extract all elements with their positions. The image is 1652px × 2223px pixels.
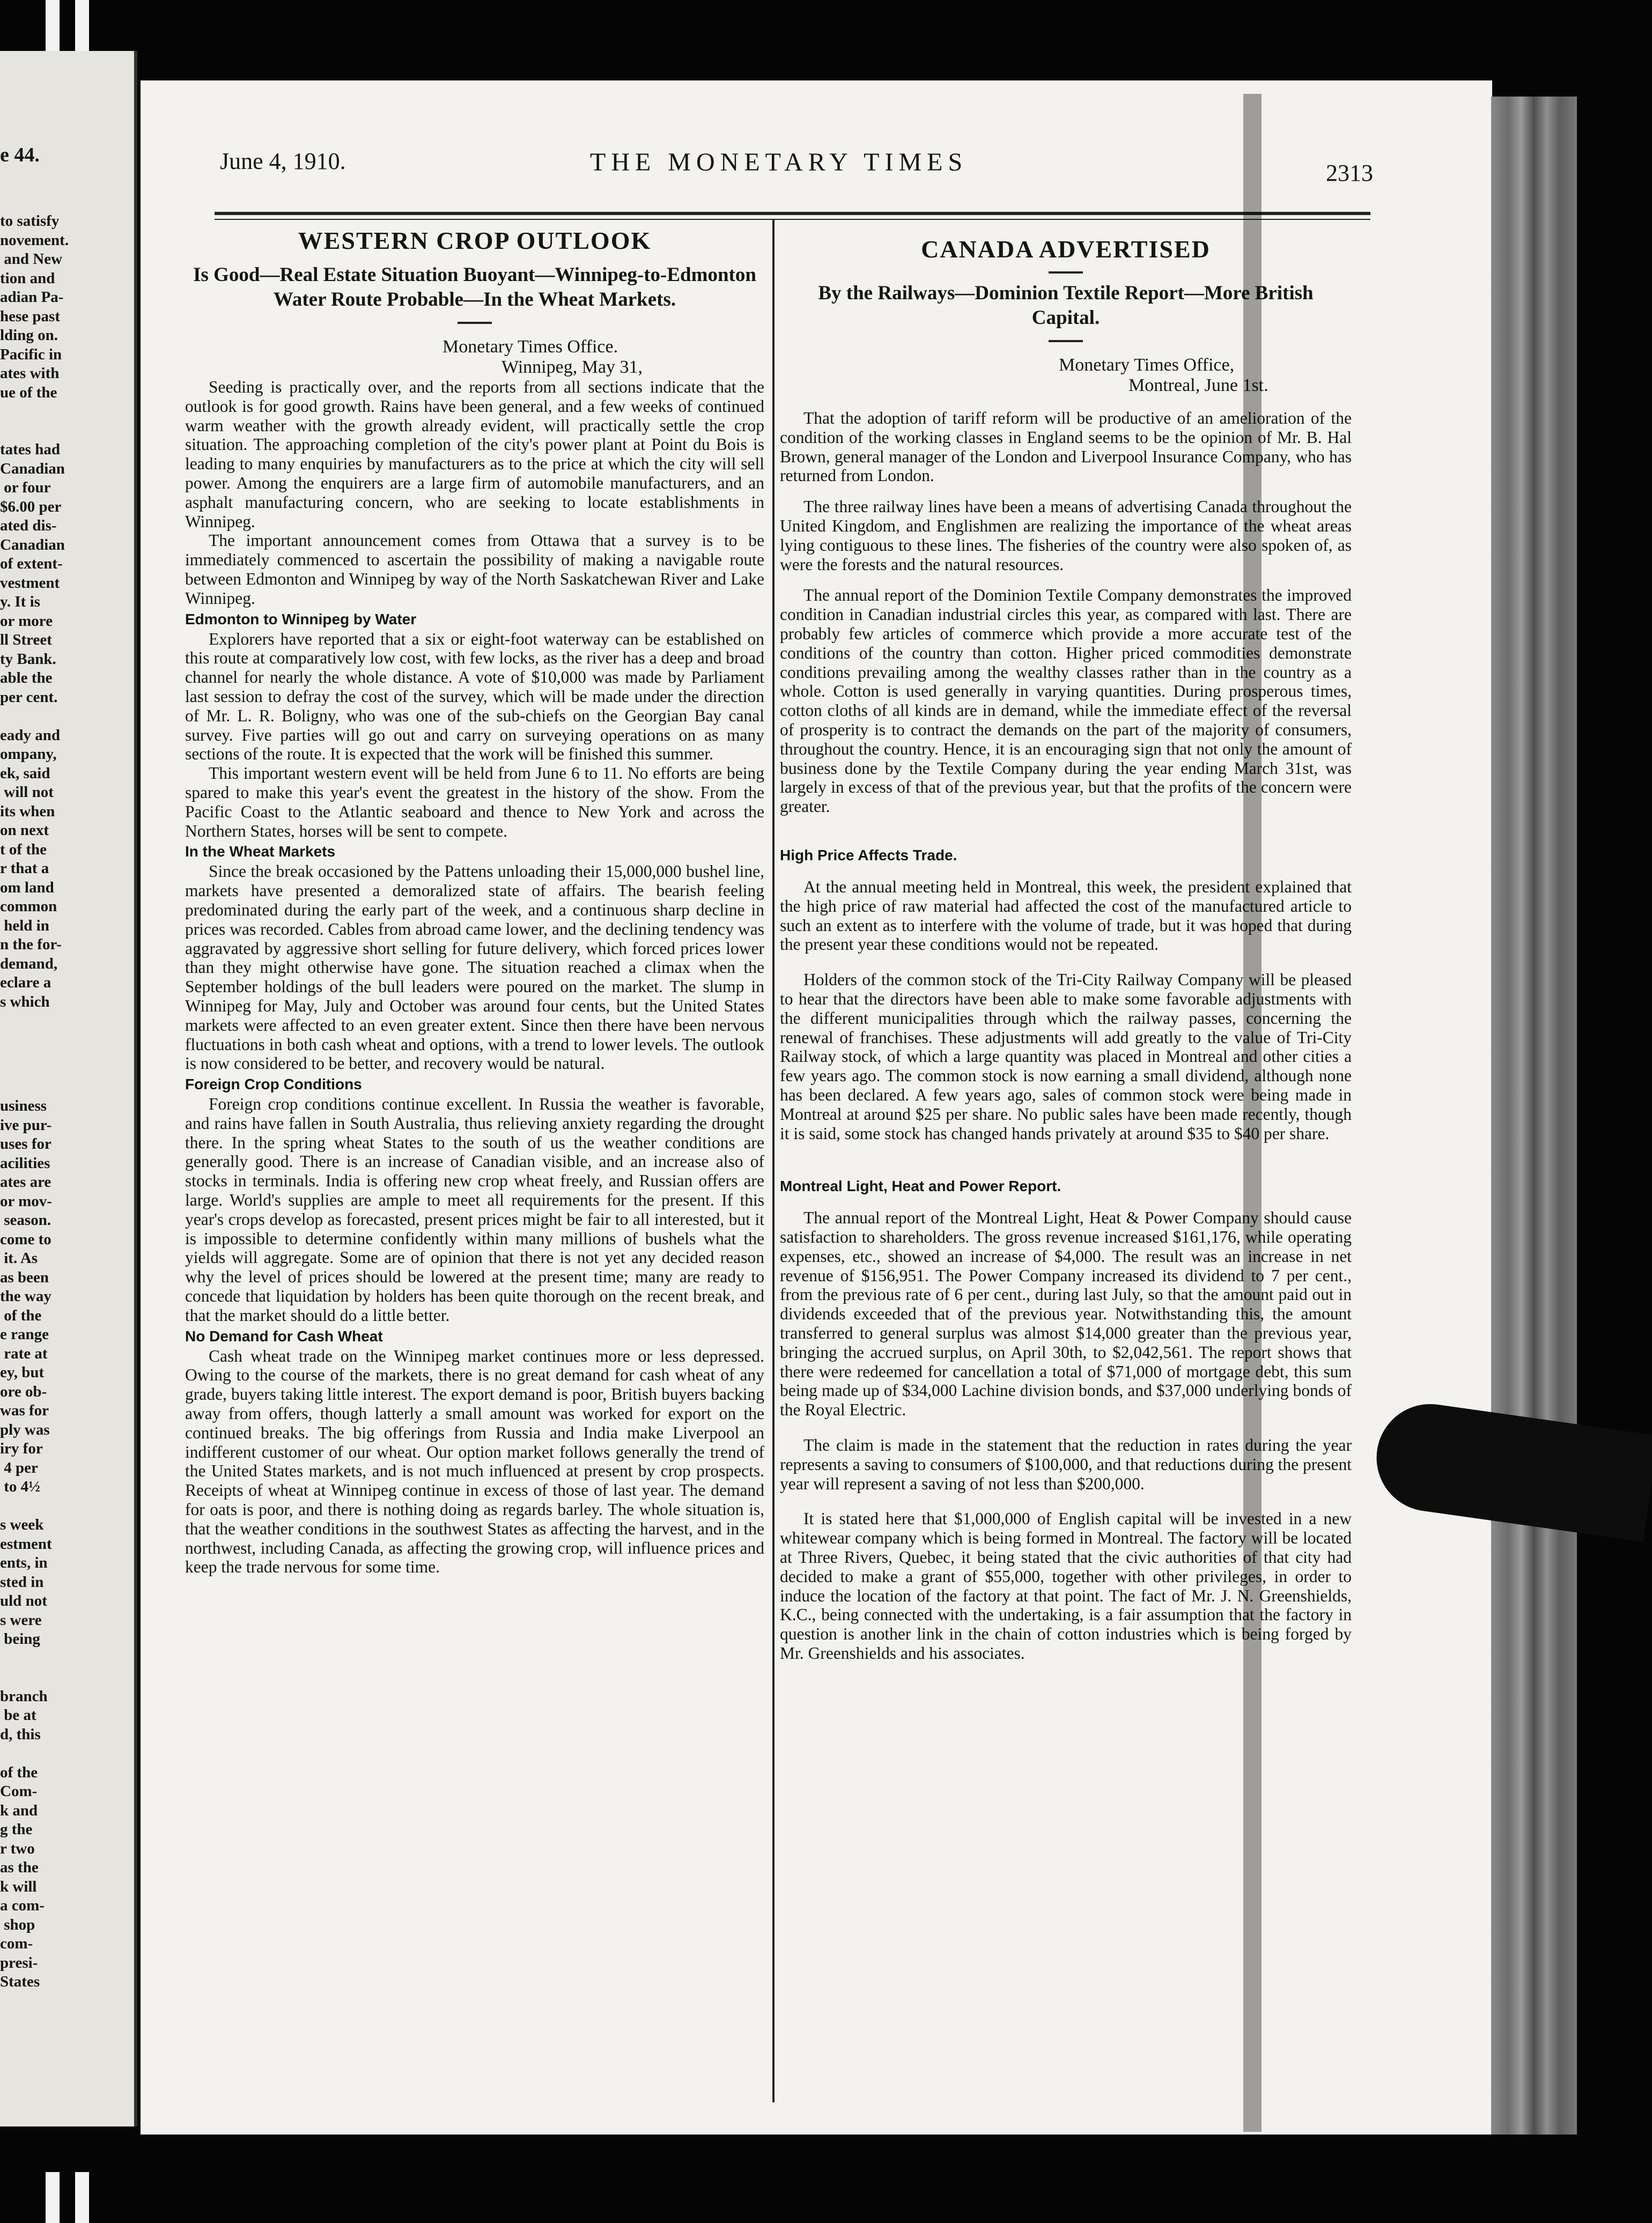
section-gap bbox=[780, 1159, 1352, 1175]
adjacent-page-line: shop bbox=[0, 1916, 35, 1933]
adjacent-page-line: ompany, bbox=[0, 745, 57, 763]
paragraph: Cash wheat trade on the Winnipeg market continues more or less depressed. Owing to the course of the markets, there is no great demand for cash wheat of any grade, buyers taking little interest. The export demand is poor, British buyers backing away from offers, though latterly a small amount was worked for export on the continued breaks. The big offerings from Russia and India make Liverpool an indifferent customer of our wheat. Our option market follows generally the trend of the United States markets, and is not much influenced at present by crop prospects. Receipts of wheat at Winnipeg continue in excess of those of last year. The demand for oats is poor, and there is nothing doing as regards barley. The whole situation is, that the weather conditions in the southwest States as affecting the harvest, and in the northwest, including Canada, as affecting the growing crop, will influence prices and keep the trade nervous for some time. bbox=[185, 1346, 764, 1577]
adjacent-page-line: lding on. bbox=[0, 327, 58, 344]
adjacent-page-line: States bbox=[0, 1973, 40, 1990]
adjacent-page-line: uld not bbox=[0, 1592, 47, 1609]
paragraph: It is stated here that $1,000,000 of English capital will be invested in a new whitewear company which is being formed in Montreal. The factory will be located at Three Rivers, Quebec, it being stated that the civic authorities of that city had decided to make a grant of $55,000, together with other privileges, in order to induce the location of the factory at that point. The fact of Mr. J. N. Greenshields, K.C., being connected with the undertaking, is a fair assumption that the factory in question is another link in the chain of cotton industries which is being forged by Mr. Greenshields and his associates. bbox=[780, 1509, 1352, 1663]
adjacent-page-line: branch bbox=[0, 1687, 48, 1705]
section-heading: In the Wheat Markets bbox=[185, 843, 336, 860]
adjacent-page-line: novement. bbox=[0, 231, 69, 249]
adjacent-page-line: held in bbox=[0, 917, 49, 934]
adjacent-page-line: ek, said bbox=[0, 764, 50, 782]
article-subtitle: Is Good—Real Estate Situation Buoyant—Winnipeg-to-Edmonton Water Route Probable—In the Wheat Markets. bbox=[193, 264, 756, 311]
adjacent-page-line: was for bbox=[0, 1402, 49, 1419]
adjacent-page-line: s which bbox=[0, 993, 50, 1010]
scan-mark bbox=[46, 0, 60, 51]
adjacent-page-line: be at bbox=[0, 1707, 36, 1724]
adjacent-page-line: ive pur- bbox=[0, 1116, 52, 1134]
adjacent-page-line: $6.00 per bbox=[0, 498, 62, 515]
paragraph: The annual report of the Montreal Light, Heat & Power Company should cause satisfaction to shareholders. The gross revenue increased $161,176, while operating expenses, etc., showed an increase of $4,000. The result was an increase in net revenue of $156,951. The Power Company increased its dividend to 7 per cent., from the previous rate of 6 per cent., during last July, so that the amount paid out in dividends exceeded that of the previous year. Notwithstanding this, the amount transferred to general surplus was almost $14,000 greater than the previous year, bringing the accrued surplus, on April 30th, to $2,042,561. The report shows that there were redeemed for cancellation a total of $71,000 of mortgage debt, this sum being made up of $34,000 Lachine division bonds, and $37,000 underlying bonds of the Royal Electric. bbox=[780, 1208, 1352, 1420]
adjacent-page-line: on next bbox=[0, 822, 49, 839]
adjacent-page-line: ey, but bbox=[0, 1364, 45, 1381]
section-heading: Foreign Crop Conditions bbox=[185, 1076, 362, 1093]
adjacent-page-line: acilities bbox=[0, 1154, 50, 1172]
paragraph-gap bbox=[780, 1197, 1352, 1208]
scan-mark bbox=[75, 0, 89, 51]
adjacent-page-line: eady and bbox=[0, 726, 61, 744]
paragraph: The important announcement comes from Ottawa that a survey is to be immediately commenced to ascertain the possibility of making a navigable route between Edmonton and Winnipeg by way of the North Saskatchewan River and Lake Winnipeg. bbox=[185, 531, 764, 608]
adjacent-page-line: Pacific in bbox=[0, 345, 62, 363]
adjacent-page-line: common bbox=[0, 898, 57, 915]
paragraph: Explorers have reported that a six or eight-foot waterway can be established on this route at comparatively low cost, with few locks, as the river has a deep and broad channel for nearly the whole distance. A vote of $10,000 was made by Parliament last session to defray the cost of the survey, which will be made under the direction of Mr. L. R. Boligny, who was one of the sub-chiefs on the Georgian Bay canal survey. Five parties will go out and carry on surveying operations on as many sections of the route. It is expected that the work will be finished this summer. bbox=[185, 629, 764, 764]
adjacent-page-line: of extent- bbox=[0, 555, 63, 572]
adjacent-page-line: per cent. bbox=[0, 688, 58, 706]
section-gap bbox=[780, 828, 1352, 844]
adjacent-page-line: ty Bank. bbox=[0, 650, 56, 668]
adjacent-page-line: r two bbox=[0, 1840, 35, 1857]
adjacent-page-line: ore ob- bbox=[0, 1383, 47, 1400]
paragraph-gap bbox=[780, 816, 1352, 828]
adjacent-page-line: demand, bbox=[0, 955, 58, 972]
adjacent-page-line: ates with bbox=[0, 365, 60, 382]
adjacent-page-line: ue of the bbox=[0, 383, 57, 401]
paragraph-gap bbox=[780, 1493, 1352, 1509]
article-canada-advertised bbox=[772, 220, 1352, 1679]
adjacent-page-line: able the bbox=[0, 669, 53, 686]
page-number: 2313 bbox=[1326, 160, 1373, 186]
paragraph-gap bbox=[780, 866, 1352, 877]
paragraph-gap bbox=[780, 1143, 1352, 1159]
article-body bbox=[185, 378, 764, 1577]
adjacent-page-line: uses for bbox=[0, 1135, 51, 1153]
adjacent-page-line: k will bbox=[0, 1878, 37, 1895]
adjacent-page-number: e 44. bbox=[0, 144, 40, 166]
adjacent-page bbox=[0, 51, 137, 2126]
adjacent-page-line: as the bbox=[0, 1859, 39, 1876]
page-edges bbox=[1491, 97, 1577, 2135]
dateline-date: Montreal, June 1st. bbox=[1129, 375, 1268, 395]
adjacent-page-line: estment bbox=[0, 1535, 52, 1553]
paragraph: This important western event will be held from June 6 to 11. No efforts are being spared to make this year's event the greatest in the history of the show. From the Pacific Coast to the Atlantic seaboard and thence to New York and across the Northern States, horses will be sent to compete. bbox=[185, 764, 764, 840]
adjacent-page-line: to 4½ bbox=[0, 1478, 40, 1495]
scan-mark bbox=[46, 2172, 60, 2223]
paragraph-gap bbox=[780, 485, 1352, 497]
article-title: WESTERN CROP OUTLOOK bbox=[298, 227, 652, 254]
dateline bbox=[780, 355, 1352, 396]
section-heading: High Price Affects Trade. bbox=[780, 846, 957, 863]
binding-shadow bbox=[1243, 94, 1262, 2132]
section-heading: Edmonton to Winnipeg by Water bbox=[185, 610, 417, 627]
adjacent-page-line: ated dis- bbox=[0, 517, 57, 534]
adjacent-page-line: rate at bbox=[0, 1345, 48, 1362]
paragraph: Since the break occasioned by the Pattens unloading their 15,000,000 bushel line, markets have presented a demoralized state of affairs. The bearish feeling predominated during the early part of the week, and a continuous sharp decline in prices was recorded. Cables from abroad came lower, and the declining tendency was aggravated by aggressive short selling for future delivery, which forced prices lower than they might otherwise have gone. The situation reached a climax when the September holdings of the bull leaders were poured on the market. The slump in Winnipeg for May, July and October was around four cents, but the United States markets were affected to an even greater extent. Since then there have been nervous fluctuations in both cash wheat and options, with a trend to lower levels. The outlook is now considered to be better, and recovery would be natural. bbox=[185, 862, 764, 1073]
adjacent-page-line: g the bbox=[0, 1821, 33, 1838]
paragraph-gap bbox=[780, 954, 1352, 970]
adjacent-page-line: a com- bbox=[0, 1897, 45, 1914]
adjacent-page-line: s were bbox=[0, 1611, 42, 1629]
article-western-crop-outlook bbox=[185, 220, 764, 1577]
adjacent-page-line: tion and bbox=[0, 269, 55, 287]
publication-title: THE MONETARY TIMES bbox=[590, 148, 968, 176]
adjacent-page-line: season. bbox=[0, 1212, 51, 1229]
adjacent-page-line: iry for bbox=[0, 1440, 43, 1457]
adjacent-page-line: or mov- bbox=[0, 1192, 52, 1210]
scan-mark bbox=[75, 2172, 89, 2223]
adjacent-page-line: Canadian bbox=[0, 536, 65, 553]
adjacent-page-line: vestment bbox=[0, 574, 60, 592]
adjacent-page-line: Canadian bbox=[0, 460, 65, 477]
dateline-office: Monetary Times Office. bbox=[442, 337, 618, 357]
adjacent-page-line: adian Pa- bbox=[0, 289, 64, 306]
adjacent-page-line: eclare a bbox=[0, 974, 51, 991]
adjacent-page-line: n the for- bbox=[0, 936, 62, 953]
paragraph-gap bbox=[780, 574, 1352, 586]
adjacent-page-line: it. As bbox=[0, 1250, 38, 1267]
dateline bbox=[185, 337, 764, 378]
adjacent-page-line: ates are bbox=[0, 1173, 51, 1191]
adjacent-page-line: r that a bbox=[0, 860, 49, 877]
adjacent-page-line: 4 per bbox=[0, 1459, 38, 1476]
dateline-date: Winnipeg, May 31, bbox=[502, 357, 643, 377]
adjacent-page-line: ll Street bbox=[0, 631, 52, 648]
adjacent-page-line: ents, in bbox=[0, 1554, 48, 1571]
adjacent-page-line: e range bbox=[0, 1326, 49, 1343]
adjacent-page-line: to satisfy bbox=[0, 212, 60, 230]
adjacent-page-line: come to bbox=[0, 1230, 51, 1248]
adjacent-page-line: will not bbox=[0, 784, 54, 801]
title-dash bbox=[1049, 340, 1083, 342]
adjacent-page-line: its when bbox=[0, 802, 55, 820]
adjacent-page-line: or four bbox=[0, 479, 51, 496]
adjacent-page-line: k and bbox=[0, 1801, 38, 1819]
adjacent-page-line: ply was bbox=[0, 1421, 50, 1438]
paragraph: The claim is made in the statement that the reduction in rates during the year represents a saving to consumers of $100,000, and that reductions during the present year will represent a saving of not less than $200,000. bbox=[780, 1436, 1352, 1493]
paragraph-gap bbox=[780, 1420, 1352, 1436]
adjacent-page-line: presi- bbox=[0, 1954, 38, 1971]
adjacent-page-line: of the bbox=[0, 1306, 42, 1324]
header-rule bbox=[215, 212, 1370, 215]
title-dash bbox=[1049, 271, 1083, 274]
adjacent-page-line: of the bbox=[0, 1763, 38, 1781]
adjacent-page-line: t of the bbox=[0, 840, 47, 858]
paragraph: Seeding is practically over, and the reports from all sections indicate that the outlook is for good growth. Rains have been general, and a few weeks of continued warm weather with the growth already evident, will practically settle the crop situation. The approaching completion of the city's power plant at Point du Bois is leading to many enquiries by manufacturers as to the price at which the city will sell power. Among the enquirers are a large firm of automobile manufacturers, and an asphalt manufacturing concern, who are seeking to locate establishments in Winnipeg. bbox=[185, 378, 764, 531]
adjacent-page-line: s week bbox=[0, 1516, 44, 1533]
adjacent-page-line: tates had bbox=[0, 441, 60, 458]
adjacent-page-line: or more bbox=[0, 612, 53, 630]
adjacent-page-line: d, this bbox=[0, 1725, 41, 1743]
article-body bbox=[780, 409, 1352, 1679]
dateline-office: Monetary Times Office, bbox=[1059, 355, 1235, 375]
paragraph: The annual report of the Dominion Textile Company demonstrates the improved condition in Canadian industrial circles this year, as compared with last. There are probably few articles of commerce which provide a more accurate test of the conditions of the country than cotton. Higher priced commodities demonstrate conditions prevailing among the wealthy classes rather than in the country as a whole. Cotton is used generally in varying quantities. During prosperous times, cotton cloths of all kinds are in demand, while the immediate effect of the reversal of prosperity is to contract the demands on the part of the majority of consumers, throughout the country. Hence, it is an encouraging sign that not only the amount of business done by the Textile Company during the year ending March 31st, was largely in excess of that of the previous year, but that the profits of the concern were greater. bbox=[780, 586, 1352, 816]
adjacent-page-line: Com- bbox=[0, 1783, 38, 1800]
paragraph: At the annual meeting held in Montreal, this week, the president explained that the high price of raw material had affected the cost of the manufactured article to such an extent as to interfere with the volume of trade, but it was hoped that during the present year these conditions would not be repeated. bbox=[780, 877, 1352, 954]
adjacent-page-line: y. It is bbox=[0, 593, 40, 610]
running-header bbox=[220, 147, 1373, 190]
issue-date: June 4, 1910. bbox=[220, 148, 346, 174]
paragraph: Foreign crop conditions continue excellent. In Russia the weather is favorable, and rains have fallen in South Australia, thus relieving anxiety regarding the drought there. In the spring wheat States to the south of us the weather conditions are generally good. There is an increase of Canadian visible, and an increase also of stocks in terminals. India is offering new crop wheat freely, and Russian offers are large. World's supplies are ample to meet all requirements for the present. If this year's crops develop as forecasted, present prices might be fair to all interested, but it is impossible to determine confidently within many millions of bushels what the yields will aggregate. Some are of opinion that there is not yet any decided reason why the level of prices should be lowered at the present time; many are ready to concede that liquidation by holders has been quite thorough on the recent break, and that the market should do a little better. bbox=[185, 1095, 764, 1325]
adjacent-page-line: hese past bbox=[0, 307, 60, 325]
paragraph: The three railway lines have been a means of advertising Canada throughout the United Kingdom, and Englishmen are realizing the importance of the wheat areas lying contiguous to these lines. The fisheries of the country were also spoken of, as were the forests and the natural resources. bbox=[780, 497, 1352, 574]
paragraph: That the adoption of tariff reform will be productive of an amelioration of the condition of the working classes in England seems to be the opinion of Mr. B. Hal Brown, general manager of the London and Liverpool Insurance Company, who has returned from London. bbox=[780, 409, 1352, 485]
article-title: CANADA ADVERTISED bbox=[921, 235, 1211, 263]
paragraph: Holders of the common stock of the Tri-City Railway Company will be pleased to hear that the directors have been able to make some favorable adjustments with the different municipalities through which the railway passes, concerning the renewal of franchises. These adjustments will add greatly to the value of Tri-City Railway stock, of which a large quantity was placed in Montreal and other cities a few years ago. The common stock is now earning a small dividend, although none has been declared. A few years ago, sales of common stock were being made in Montreal at around $25 per share. No public sales have been made recently, though it is said, some stock has changed hands privately at around $35 to $40 per share. bbox=[780, 970, 1352, 1143]
adjacent-page-line: being bbox=[0, 1630, 40, 1648]
adjacent-page-line: the way bbox=[0, 1288, 51, 1305]
section-heading: No Demand for Cash Wheat bbox=[185, 1327, 383, 1345]
adjacent-page-line: com- bbox=[0, 1935, 33, 1952]
adjacent-page-line: sted in bbox=[0, 1573, 44, 1591]
section-heading: Montreal Light, Heat and Power Report. bbox=[780, 1178, 1061, 1195]
article-subtitle: By the Railways—Dominion Textile Report—More British Capital. bbox=[818, 282, 1314, 329]
adjacent-page-line: usiness bbox=[0, 1097, 47, 1114]
title-dash bbox=[458, 322, 492, 324]
paragraph-gap bbox=[780, 1663, 1352, 1679]
adjacent-page-line: as been bbox=[0, 1268, 49, 1286]
adjacent-page-line: om land bbox=[0, 878, 54, 896]
adjacent-page-line: and New bbox=[0, 250, 63, 268]
